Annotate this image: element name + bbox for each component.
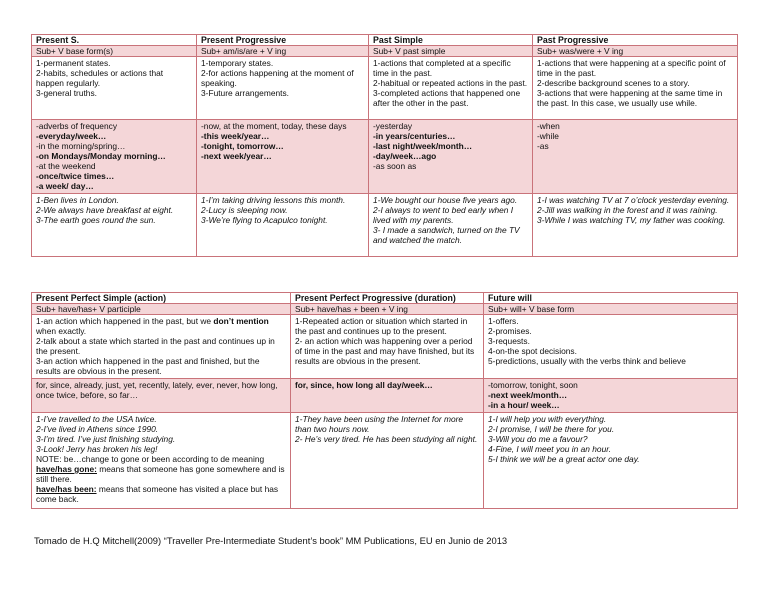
time-line: -on Mondays/Monday morning… [36,151,166,161]
use-line: 1-offers. [488,316,519,326]
header-present-simple: Present S. [32,35,197,46]
time-line: -as soon as [373,161,417,171]
gone-label: have/has gone: [36,464,97,474]
uses-row [32,57,738,120]
time-line: -as [537,141,549,151]
time-line: -yesterday [373,121,413,131]
example-line: 3-The earth goes round the sun. [36,215,156,225]
header-present-progressive: Present Progressive [197,35,369,46]
header-present-perfect-simple: Present Perfect Simple (action) [32,293,291,304]
use-line: 2-habitual or repeated actions in the past. [373,78,528,88]
examples-row [32,413,738,509]
gone-text: means that someone has gone somewhere and is still there. [36,464,285,484]
use-line: 2-promises. [488,326,532,336]
example-line: 1-I’m taking driving lessons this month. [201,195,346,205]
uses-row [32,315,738,379]
been-text: means that someone has visited a place but has come back. [36,484,279,504]
uses-future-will [484,315,738,379]
use-line: 3-completed actions that happened one after the other in the past. [373,88,521,108]
form-row [32,46,738,57]
example-line: 2-Lucy is sleeping now. [201,205,288,215]
time-past-simple [369,120,533,194]
time-line: -in the morning/spring… [36,141,126,151]
example-line: 3-I’m tired. I’ve just finishing studying. [36,434,176,444]
time-present-simple [32,120,197,194]
use-line: 3-actions that were happening at the same time in the past. In this case, we usually use while. [537,88,723,108]
form-row [32,304,738,315]
time-expressions-row [32,120,738,194]
header-row [32,35,738,46]
example-line: 2-We always have breakfast at eight. [36,205,174,215]
time-line: -adverbs of frequency [36,121,118,131]
form-present-simple: Sub+ V base form(s) [32,46,197,57]
use-line: 1-actions that completed at a specific time in the past. [373,58,511,78]
time-line: -a week/ day… [36,181,94,191]
example-line: 1-I was watching TV at 7 o’clock yesterday evening. [537,195,730,205]
use-line: 3-an action which happened in the past and finished, but the results are obvious in the present. [36,356,260,376]
examples-future-will [484,413,738,509]
time-past-progressive [533,120,738,194]
examples-present-perfect-simple [32,413,291,509]
time-line: -in a hour/ week… [488,400,560,410]
time-future-will [484,379,738,413]
form-present-perfect-progressive: Sub+ have/has + been + V ing [291,304,484,315]
example-line: 4-Fine, I will meet you in an hour. [488,444,612,454]
use-line: 2- an action which was happening over a period of time in the past and may have finished, but its results are obvious in the present. [295,336,475,366]
gone-definition [36,464,286,484]
time-line: -next week/year… [201,151,272,161]
time-line: -once/twice times… [36,171,115,181]
uses-present-perfect-simple [32,315,291,379]
use-line: 2-habits, schedules or actions that happen regularly. [36,68,164,88]
examples-past-simple [369,194,533,257]
use-line: 1-temporary states. [201,58,274,68]
use-line: 5-predictions, usually with the verbs think and believe [488,356,686,366]
time-present-perfect-simple: for, since, already, just, yet, recently, lately, ever, never, how long, once twice, before, so far… [32,379,291,413]
example-line: 5-I think we will be a great actor one day. [488,454,640,464]
use-line: 1-permanent states. [36,58,111,68]
example-line: 3-While I was watching TV, my father was cooking. [537,215,726,225]
uses-past-progressive [533,57,738,120]
example-line: 1-We bought our house five years ago. [373,195,518,205]
time-line: -day/week…ago [373,151,437,161]
time-line: -everyday/week… [36,131,107,141]
example-line: 1-I’ve travelled to the USA twice. [36,414,157,424]
header-future-will: Future will [484,293,738,304]
example-line: 2- He’s very tired. He has been studying all night. [295,434,478,444]
form-future-will: Sub+ will+ V base form [484,304,738,315]
form-present-progressive: Sub+ am/is/are + V ing [197,46,369,57]
example-line: 1-They have been using the Internet for more than two hours now. [295,414,464,434]
use-line: 2-for actions happening at the moment of speaking. [201,68,354,88]
time-line: -tomorrow, tonight, soon [488,380,578,390]
uses-present-simple [32,57,197,120]
tenses-table-2 [31,292,738,509]
note-line: NOTE: be…change to gone or been according to de meaning [36,454,265,464]
example-line: 3- I made a sandwich, turned on the TV and watched the match. [373,225,520,245]
examples-present-progressive [197,194,369,257]
example-line: 2-Jill was walking in the forest and it was raining. [537,205,718,215]
form-present-perfect-simple: Sub+ have/has+ V participle [32,304,291,315]
examples-past-progressive [533,194,738,257]
time-line: -when [537,121,560,131]
use-line: 3-Future arrangements. [201,88,289,98]
uses-present-progressive [197,57,369,120]
time-line: -in years/centuries… [373,131,456,141]
time-line: -next week/month… [488,390,568,400]
use-line [36,316,286,336]
been-definition [36,484,286,504]
source-citation: Tomado de H.Q Mitchell(2009) “Traveller Pre-Intermediate Student’s book” MM Publications, EU en Junio de 2013 [34,535,508,546]
time-line: -now, at the moment, today, these days [201,121,347,131]
use-line: 3-requests. [488,336,530,346]
use-line: 4-on-the spot decisions. [488,346,577,356]
header-row [32,293,738,304]
time-line: -tonight, tomorrow… [201,141,284,151]
example-line: 2-I always to went to bed early when I lived with my parents. [373,205,514,225]
examples-row [32,194,738,257]
example-line: 3-Will you do me a favour? [488,434,588,444]
form-past-simple: Sub+ V past simple [369,46,533,57]
header-past-simple: Past Simple [369,35,533,46]
time-expressions-row [32,379,738,413]
form-past-progressive: Sub+ was/were + V ing [533,46,738,57]
example-line: 3-Look! Jerry has broken his leg! [36,444,158,454]
use-line: 3-general truths. [36,88,97,98]
header-past-progressive: Past Progressive [533,35,738,46]
example-line: 1-Ben lives in London. [36,195,119,205]
use-emphasis: don’t mention [213,316,269,326]
use-line: 2-talk about a state which started in the past and continues up in the present. [36,336,275,356]
time-line: -last night/week/month… [373,141,473,151]
use-line: 2-describe background scenes to a story. [537,78,690,88]
use-line: 1-actions that were happening at a specific point of time in the past. [537,58,726,78]
use-text: 1-an action which happened in the past, but we [36,316,214,326]
time-line: -at the weekend [36,161,96,171]
example-line: 1-I will help you with everything. [488,414,607,424]
examples-present-simple [32,194,197,257]
uses-present-perfect-progressive [291,315,484,379]
time-line: -while [537,131,559,141]
example-line: 2-I promise, I will be there for you. [488,424,615,434]
example-line: 2-I’ve lived in Athens since 1990. [36,424,159,434]
tenses-table-1 [31,34,738,257]
time-present-perfect-progressive: for, since, how long all day/week… [291,379,484,413]
examples-present-perfect-progressive [291,413,484,509]
example-line: 3-We’re flying to Acapulco tonight. [201,215,328,225]
uses-past-simple [369,57,533,120]
been-label: have/has been: [36,484,97,494]
use-text: when exactly. [36,326,87,336]
time-line: -this week/year… [201,131,270,141]
use-line: 1-Repeated action or situation which started in the past and continues up to the present. [295,316,468,336]
time-present-progressive [197,120,369,194]
header-present-perfect-progressive: Present Perfect Progressive (duration) [291,293,484,304]
